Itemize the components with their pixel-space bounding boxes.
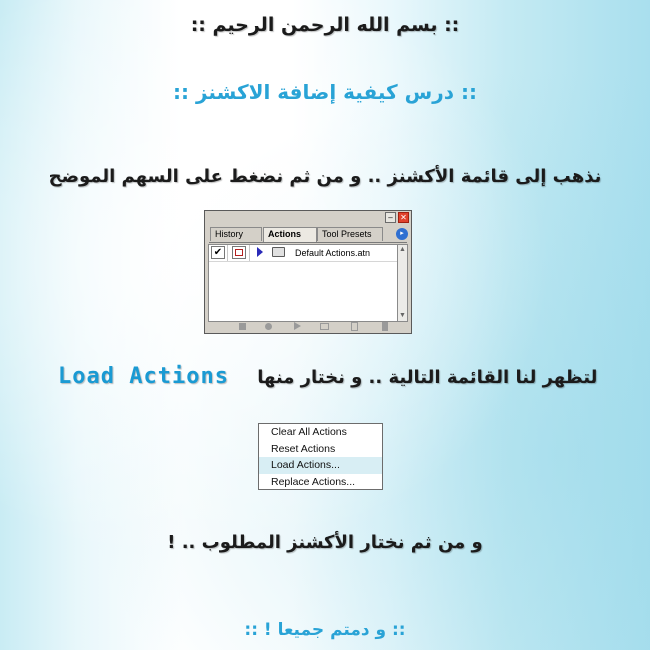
step2-line <box>58 364 598 389</box>
menu-item-replace-actions[interactable]: Replace Actions... <box>271 475 356 488</box>
record-icon[interactable] <box>264 322 274 331</box>
delete-icon[interactable] <box>380 322 390 331</box>
list-item[interactable] <box>209 245 399 262</box>
actions-list <box>208 244 400 322</box>
actions-panel <box>204 210 412 334</box>
menu-item-clear-all-actions[interactable]: Clear All Actions <box>271 426 347 438</box>
tab-tool-presets[interactable]: Tool Presets <box>317 227 383 241</box>
lesson-title: :: درس كيفية إضافة الاكشنز :: <box>173 80 477 104</box>
new-set-icon[interactable] <box>320 322 330 331</box>
new-action-icon[interactable] <box>350 322 360 331</box>
column-divider <box>249 245 250 261</box>
expand-triangle-icon[interactable] <box>257 247 263 257</box>
play-icon[interactable] <box>292 322 302 331</box>
closing-text: :: و دمتم جميعا ! :: <box>244 620 406 640</box>
bismillah-heading: :: بسم الله الرحمن الرحيم :: <box>190 14 460 36</box>
close-icon[interactable]: ✕ <box>398 212 409 223</box>
vertical-scrollbar[interactable] <box>397 244 408 322</box>
tab-actions[interactable]: Actions <box>263 227 317 242</box>
panel-menu-arrow-icon[interactable]: ▸ <box>396 228 408 240</box>
panel-bottom-toolbar <box>208 322 408 331</box>
actions-panel-menu <box>258 423 383 490</box>
step3-text: و من ثم نختار الأكشنز المطلوب .. ! <box>167 532 483 553</box>
menu-item-load-actions[interactable]: Load Actions... <box>259 457 382 474</box>
toggle-dialog-icon[interactable] <box>232 246 246 259</box>
column-divider <box>227 245 228 261</box>
toggle-item-checkbox[interactable]: ✔ <box>211 246 225 259</box>
minimize-icon[interactable]: – <box>385 212 396 223</box>
menu-item-reset-actions[interactable]: Reset Actions <box>271 442 336 455</box>
scroll-up-icon[interactable]: ▲ <box>399 246 406 253</box>
step2-text: لتظهر لنا القائمة التالية .. و نختار منها <box>257 367 598 388</box>
load-actions-label: Load Actions <box>58 364 229 389</box>
panel-titlebar <box>205 211 411 225</box>
step1-text: نذهب إلى قائمة الأكشنز .. و من ثم نضغط على السهم الموضح <box>48 166 602 187</box>
stop-icon[interactable] <box>238 322 248 331</box>
folder-icon <box>272 247 285 257</box>
tab-history[interactable]: History <box>210 227 262 241</box>
scroll-down-icon[interactable]: ▼ <box>399 312 406 319</box>
action-set-name: Default Actions.atn <box>295 248 371 258</box>
panel-tabs <box>209 227 407 243</box>
